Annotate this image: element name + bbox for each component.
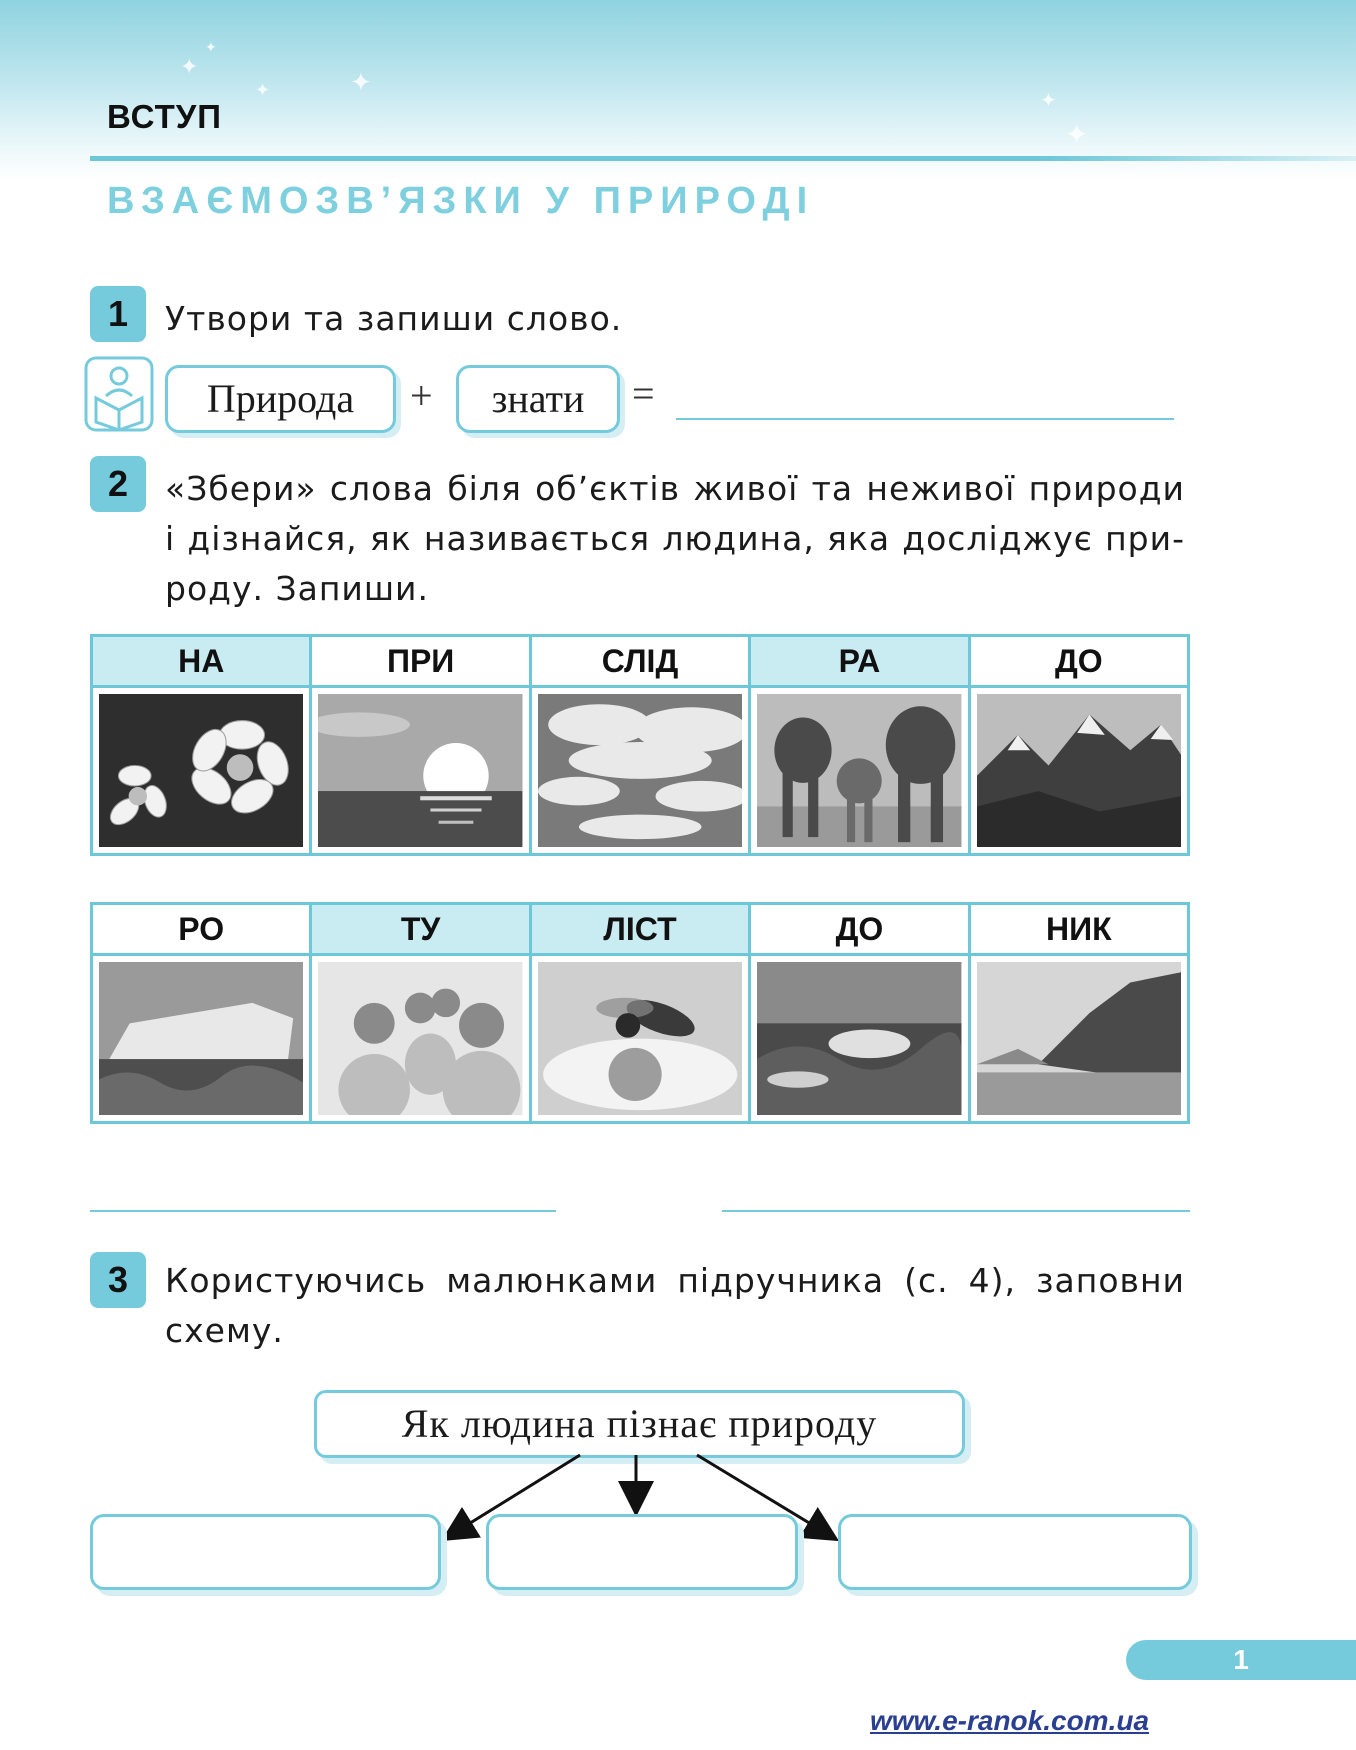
syllable-label: НИК [971,905,1187,956]
syllable-label: ТУ [312,905,528,956]
page-number: 1 [1126,1640,1356,1680]
syllable-label: ЛІСТ [532,905,748,956]
equals-sign: = [632,371,655,416]
task3-line1: Користуючись малюнками підручника (с. 4), заповни [165,1261,1185,1300]
star-icon: ✦ [350,68,372,98]
star-icon: ✦ [1065,118,1089,151]
task-number-2: 2 [90,456,146,512]
star-icon: ✦ [255,80,271,101]
syllable-label: ПРИ [312,637,528,688]
schema-answer-box-middle[interactable] [486,1514,798,1590]
syllable-label: ДО [751,905,967,956]
word-pill-znaty: знати [456,365,620,433]
star-icon: ✦ [1040,88,1057,112]
task2-line3: роду. Запиши. [165,569,429,608]
task2-line1: «Збери» слова біля об’єктів живої та неживої природи [165,469,1185,508]
syllable-label: РО [93,905,309,956]
section-label: ВСТУП [107,98,222,135]
syllable-label: РА [751,637,967,688]
task1-text: Утвори та запиши слово. [165,299,623,338]
schema-answer-box-right[interactable] [838,1514,1192,1590]
task-number-3: 3 [90,1252,146,1308]
word-pill-pryroda: Природа [165,365,396,433]
schema-title-box: Як людина пізнає природу [314,1390,965,1458]
page-title: ВЗАЄМОЗВ’ЯЗКИ У ПРИРОДІ [107,180,815,222]
star-icon: ✦ [180,55,199,80]
star-icon: ✦ [205,40,217,56]
publisher-link[interactable]: www.e-ranok.com.ua [870,1705,1150,1736]
plus-sign: + [410,373,433,418]
syllable-label: СЛІД [532,637,748,688]
task2-line2: і дізнайся, як називається людина, яка досліджує при- [165,519,1185,558]
task-number-1: 1 [90,286,146,342]
syllable-label: НА [93,637,309,688]
schema-answer-box-left[interactable] [90,1514,441,1590]
task3-line2: схему. [165,1311,284,1350]
syllable-label: ДО [971,637,1187,688]
